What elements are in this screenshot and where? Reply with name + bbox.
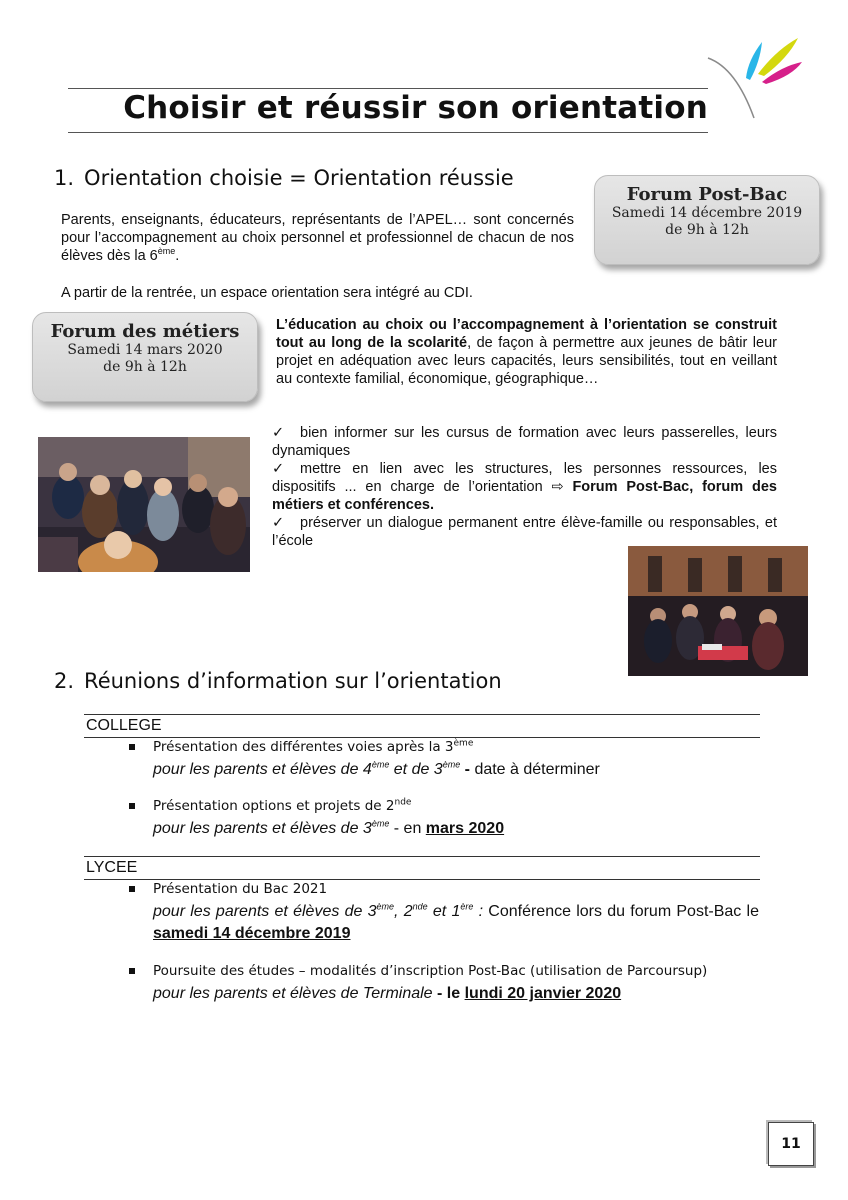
education-rest: , de façon à permettre aux jeunes de bâtir leur projet en adéquation avec leurs capacités, leurs sensibilités, tout en veillant au contexte familial, économique, géographique…	[276, 335, 777, 387]
check-icon: ✓	[272, 425, 285, 441]
intro-paragraph	[61, 211, 574, 265]
lycee-item-2-detail: pour les parents et élèves de Terminale - le lundi 20 janvier 2020	[153, 985, 622, 1002]
college-item-2-title: Présentation options et projets de 2nde	[153, 798, 411, 814]
forum-postbac-time: de 9h à 12h	[665, 222, 749, 238]
check-icon: ✓	[272, 515, 285, 531]
education-paragraph	[276, 316, 777, 388]
forum-metiers-title: Forum des métiers	[50, 321, 240, 342]
lycee-label: LYCEE	[86, 859, 138, 876]
school-logo	[696, 28, 816, 128]
college-item-1-detail: pour les parents et élèves de 4ème et de 3ème - date à déterminer	[153, 759, 600, 778]
forum-postbac-title: Forum Post-Bac	[626, 184, 788, 205]
lycee-item-1-detail: pour les parents et élèves de 3ème, 2nde et 1ère : Conférence lors du forum Post-Bac le samedi 14 décembre 2019	[153, 901, 759, 942]
lycee-item-1-title: Présentation du Bac 2021	[153, 881, 327, 897]
bullet-square-icon	[129, 886, 135, 892]
check-item-2-text: mettre en lien avec les structures, les personnes ressources, les dispositifs ... en charge de l’orientation	[272, 461, 777, 495]
check-item-1	[272, 424, 777, 460]
college-item-2-detail: pour les parents et élèves de 3ème - en mars 2020	[153, 818, 505, 837]
checklist	[272, 424, 777, 550]
check-item-1-text: bien informer sur les cursus de formation avec leurs passerelles, leurs dynamiques	[272, 425, 777, 459]
forum-postbac-box	[594, 175, 820, 265]
forum-photo-students	[38, 437, 250, 572]
table-rule	[84, 879, 760, 880]
page-number: 11	[768, 1122, 814, 1166]
intro-end: .	[175, 248, 180, 264]
section1-heading	[54, 166, 514, 190]
bullet-square-icon	[129, 803, 135, 809]
check-item-3	[272, 514, 777, 550]
cdi-paragraph: A partir de la rentrée, un espace orientation sera intégré au CDI.	[61, 285, 473, 301]
title-rule-top	[68, 88, 708, 89]
forum-photo-hall	[628, 546, 808, 676]
table-rule	[84, 714, 760, 715]
table-rule	[84, 856, 760, 857]
check-icon: ✓	[272, 461, 285, 477]
lycee-item-2-title: Poursuite des études – modalités d’inscription Post-Bac (utilisation de Parcoursup)	[153, 963, 759, 979]
education-bold: L’éducation au choix ou l’accompagnement à l’orientation se construit tout au long de la scolarité	[276, 317, 777, 351]
section1-title: Orientation choisie = Orientation réussie	[84, 166, 514, 190]
section2-heading	[54, 669, 502, 693]
bullet-square-icon	[129, 968, 135, 974]
check-item-2	[272, 460, 777, 514]
arrow-icon: ⇨	[551, 479, 564, 495]
forum-postbac-date: Samedi 14 décembre 2019	[611, 205, 803, 221]
title-rule-bottom	[68, 132, 708, 133]
bullet-square-icon	[129, 744, 135, 750]
table-rule	[84, 737, 760, 738]
check-item-3-text: préserver un dialogue permanent entre élève-famille ou responsables, et l’école	[272, 515, 777, 549]
section2-title: Réunions d’information sur l’orientation	[84, 669, 502, 693]
intro-sup: ème	[157, 246, 176, 257]
intro-text: Parents, enseignants, éducateurs, représentants de l’APEL… sont concernés pour l’accompagnement au choix personnel et professionnel de chacun de nos élèves dès la 6	[61, 212, 574, 264]
check-item-2-bold: Forum Post-Bac, forum des métiers et conférences.	[272, 479, 777, 513]
college-label: COLLEGE	[86, 717, 162, 734]
forum-metiers-date: Samedi 14 mars 2020	[67, 342, 223, 358]
section2-number: 2.	[54, 669, 75, 693]
section1-number: 1.	[54, 166, 75, 190]
page-title: Choisir et réussir son orientation	[123, 90, 708, 126]
forum-metiers-time: de 9h à 12h	[103, 359, 187, 375]
forum-metiers-box	[32, 312, 258, 402]
college-item-1-title: Présentation des différentes voies après la 3ème	[153, 739, 473, 755]
